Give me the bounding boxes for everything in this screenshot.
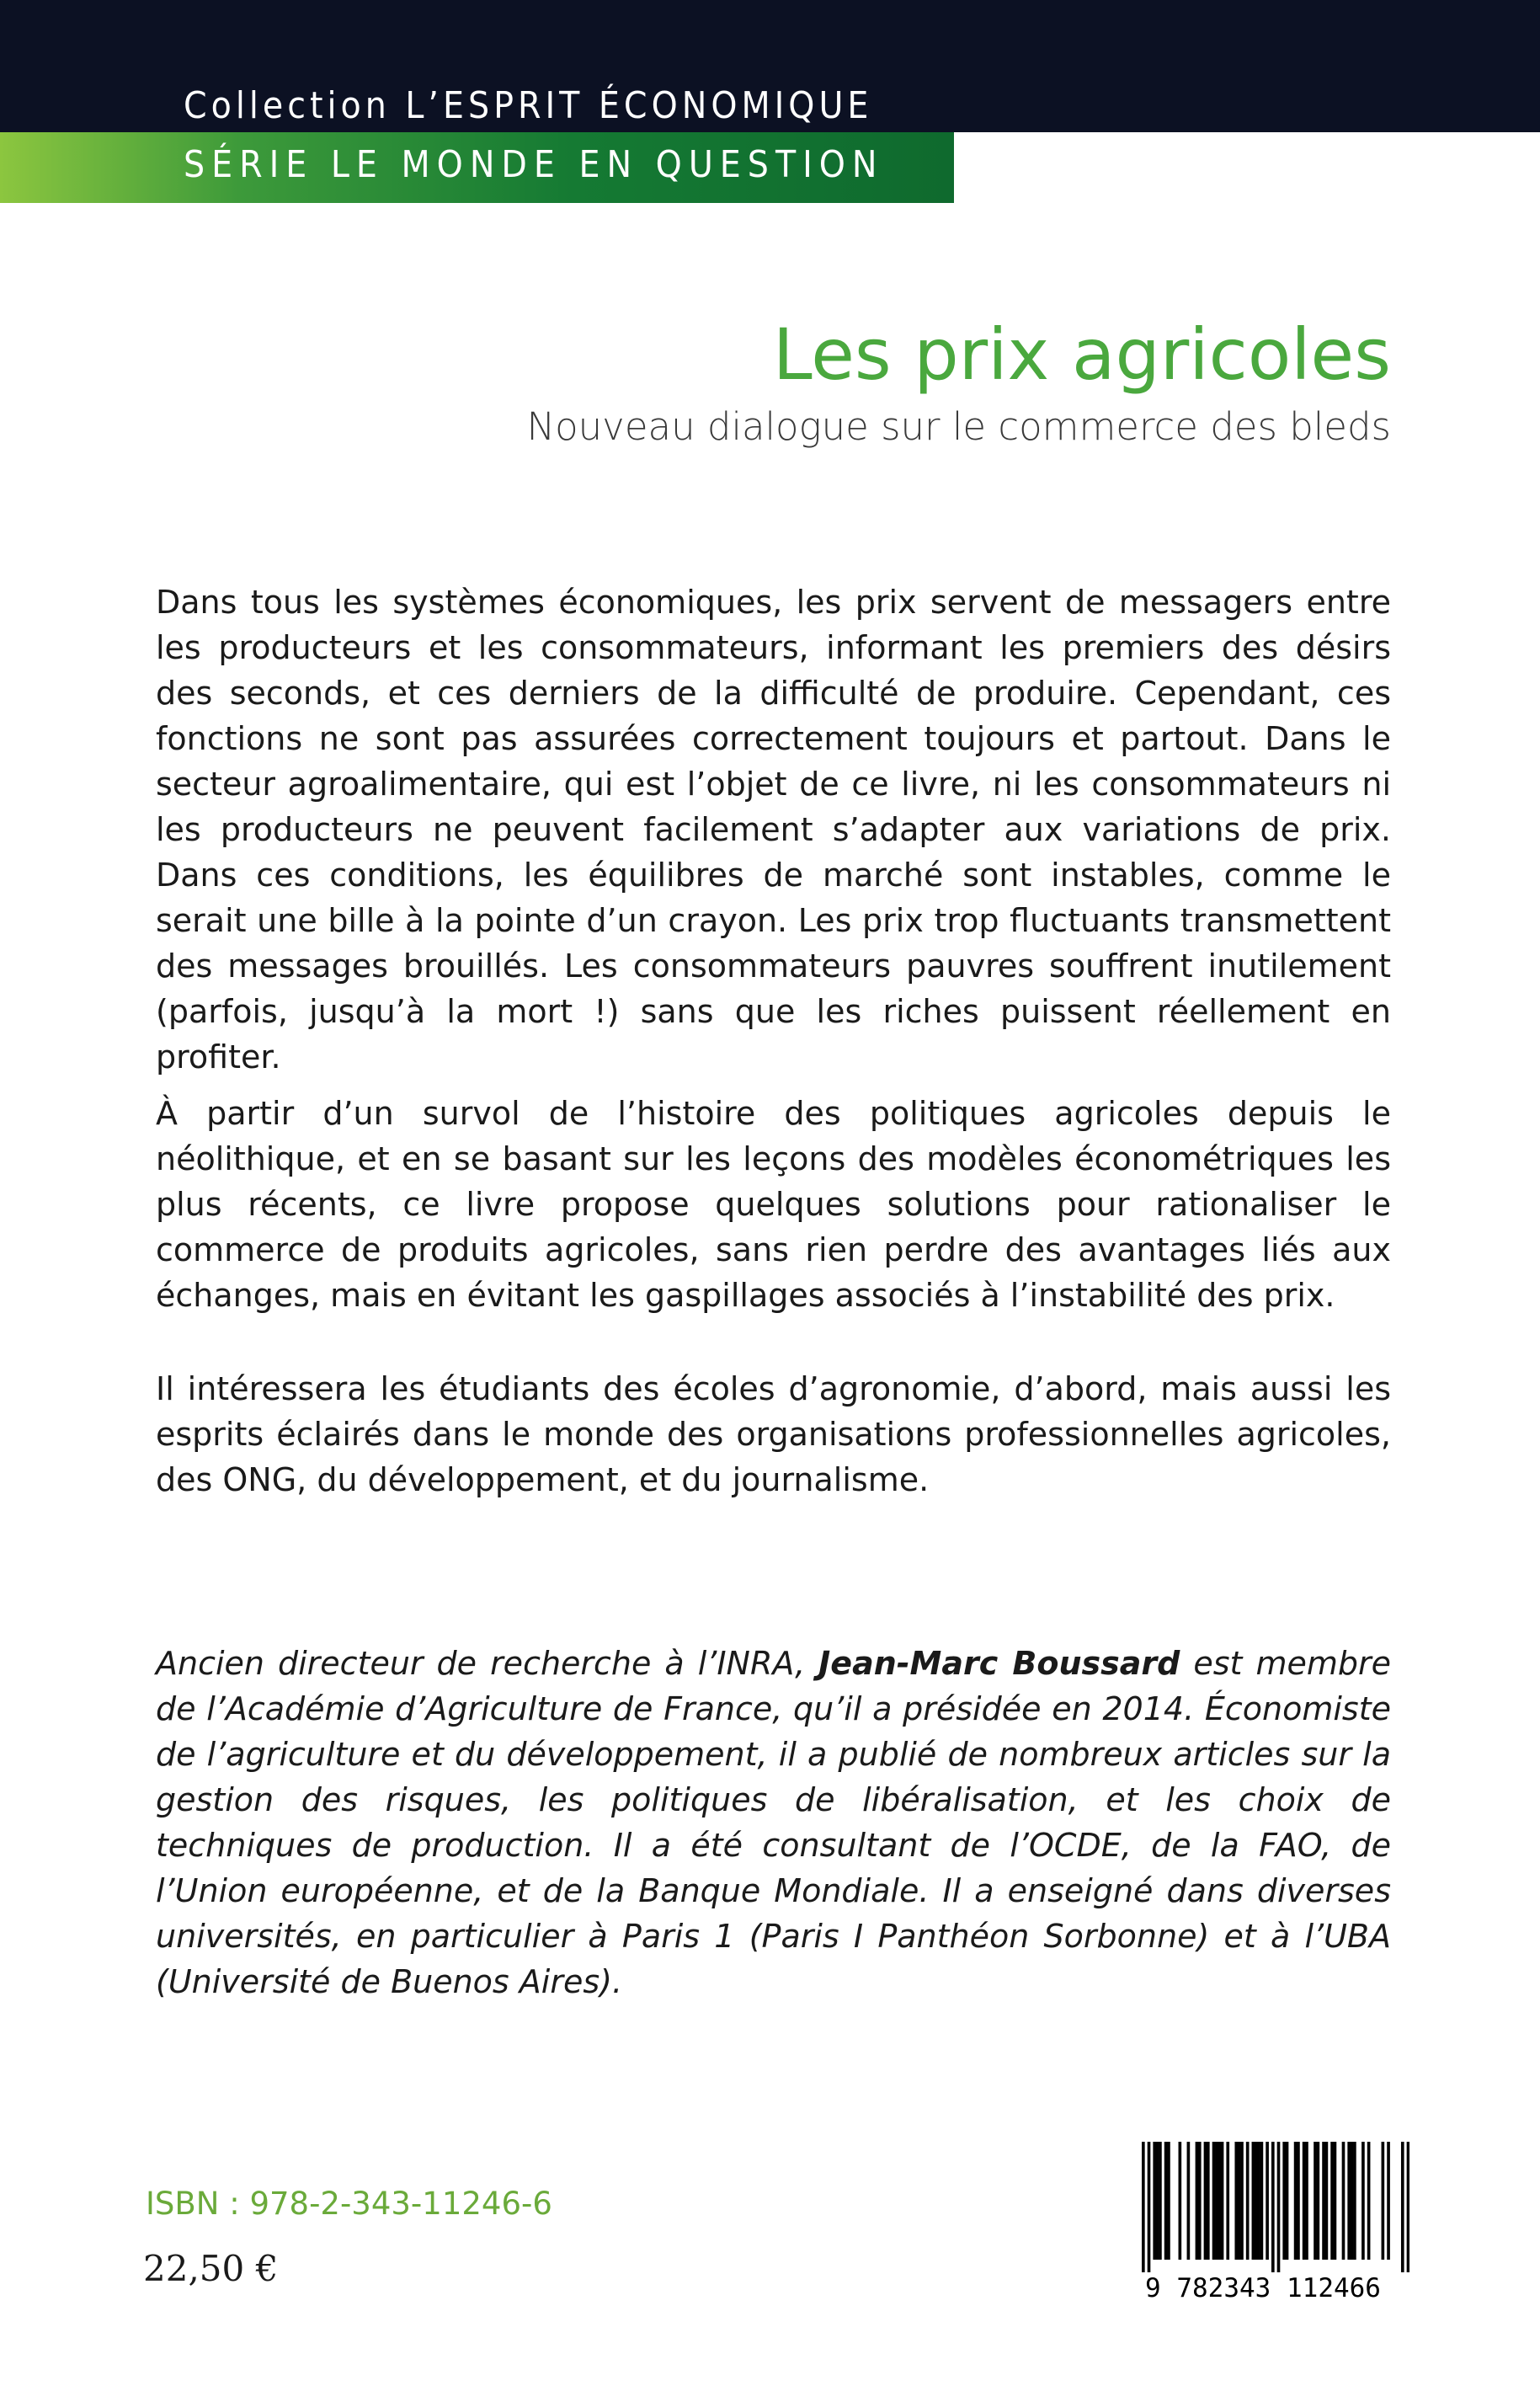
barcode-bar: [1226, 2142, 1229, 2260]
barcode-bar: [1167, 2142, 1170, 2260]
barcode-bar: [1187, 2142, 1191, 2260]
barcode-bar: [1215, 2142, 1218, 2260]
barcode-digits: 9 782343 112466: [1113, 2272, 1413, 2304]
barcode-bar: [1198, 2142, 1202, 2260]
barcode-bar: [1351, 2142, 1354, 2260]
barcode-bar: [1255, 2142, 1258, 2260]
barcode-bar: [1153, 2142, 1156, 2260]
author-bio: [156, 1641, 1391, 2004]
description-paragraph-2: À partir d’un survol de l’histoire des politiques agricoles depuis le néolithique, et en se basant sur les leçons des modèles économétriques les plus récents, ce livre propose quelques solutions pour rationaliser le commerce de produits agricoles, sans rien perdre des avantages liés aux échanges, mais en évitant les gaspillages associés à l’instabilité des prix.: [156, 1095, 1391, 1314]
barcode-bar: [1221, 2142, 1224, 2260]
barcode-bar: [1212, 2142, 1216, 2260]
barcode-bar: [1204, 2142, 1207, 2260]
barcode-bar: [1164, 2142, 1168, 2260]
author-bio-text: est membre de l’Académie d’Agriculture de France, qu’il a présidée en 2014. Économiste de l’agriculture et du développement, il a publié de nombreux articles sur la gestion des risques, les politiques de libéralisation, et les choix de techniques de production. Il a été consultant de l’OCDE, de la FAO, de l’Union européenne, et de la Banque Mondiale. Il a enseigné dans diverses universités, en particulier à Paris 1 (Paris I Panthéon Sorbonne) et à l’UBA (Université de Buenos Aires).: [156, 1645, 1391, 2000]
barcode-bar: [1196, 2142, 1199, 2260]
barcode-bar: [1353, 2142, 1356, 2260]
isbn: ISBN : 978-2-343-11246-6: [146, 2186, 552, 2222]
barcode-bar: [1407, 2142, 1409, 2272]
barcode-bar: [1347, 2142, 1351, 2260]
barcode-bar: [1238, 2142, 1241, 2260]
barcode-bar: [1266, 2142, 1269, 2260]
barcode-bar: [1271, 2142, 1275, 2272]
barcode-bar: [1387, 2142, 1390, 2260]
barcode-bar: [1317, 2142, 1320, 2260]
barcode-bar: [1142, 2142, 1145, 2272]
collection-name: Collection L’ESPRIT ÉCONOMIQUE: [184, 84, 873, 127]
barcode-bar: [1401, 2142, 1404, 2272]
barcode-bar: [1342, 2142, 1346, 2260]
barcode-bar: [1294, 2142, 1298, 2260]
description-paragraph-3: Il intéressera les étudiants des écoles d’agronomie, d’abord, mais aussi les esprits éclairés dans le monde des organisations professionnelles agricoles, des ONG, du développement, et du journalisme.: [156, 1370, 1391, 1498]
barcode-bar: [1282, 2142, 1286, 2260]
barcode-bar: [1314, 2142, 1317, 2260]
book-subtitle: Nouveau dialogue sur le commerce des bleds: [526, 404, 1391, 449]
barcode-bar: [1260, 2142, 1264, 2260]
barcode-bar: [1159, 2142, 1162, 2260]
barcode-bar: [1303, 2142, 1306, 2260]
barcode-bar: [1207, 2142, 1210, 2260]
barcode-bar: [1305, 2142, 1308, 2260]
barcode-bar: [1382, 2142, 1385, 2260]
author-name: Jean-Marc Boussard: [818, 1645, 1180, 1682]
description-paragraph-1: Dans tous les systèmes économiques, les prix servent de messagers entre les producteurs et les consommateurs, informant les premiers des désirs des seconds, et ces derniers de la difficulté de produire. Cependant, ces fonctions ne sont pas assurées correctement toujours et partout. Dans le secteur agroalimentaire, qui est l’objet de ce livre, ni les consommateurs ni les producteurs ne peuvent facilement s’adapter aux variations de prix. Dans ces conditions, les équilibres de marché sont instables, comme le serait une bille à la pointe d’un crayon. Les prix trop fluctuants transmettent des messages brouillés. Les consommateurs pauvres souffrent inutilement (parfois, jusqu’à la mort !) sans que les riches puissent réellement en profiter.: [156, 584, 1391, 1076]
barcode-bar: [1218, 2142, 1221, 2260]
barcode-bar: [1148, 2142, 1151, 2272]
barcode-bars: [1116, 2142, 1409, 2272]
barcode-bar: [1367, 2142, 1371, 2260]
barcode-bar: [1234, 2142, 1238, 2260]
author-bio-intro: Ancien directeur de recherche à l’INRA,: [156, 1645, 819, 1682]
barcode-bar: [1297, 2142, 1300, 2260]
barcode-bar: [1322, 2142, 1325, 2260]
series-name: SÉRIE LE MONDE EN QUESTION: [184, 143, 884, 186]
book-title: Les prix agricoles: [772, 313, 1391, 397]
price: 22,50 €: [143, 2248, 279, 2289]
barcode-bar: [1330, 2142, 1334, 2260]
barcode-bar: [1325, 2142, 1329, 2260]
barcode-bar: [1257, 2142, 1260, 2260]
barcode-bar: [1179, 2142, 1182, 2260]
barcode-bar: [1252, 2142, 1255, 2260]
barcode-bar: [1277, 2142, 1281, 2272]
barcode-bar: [1286, 2142, 1289, 2260]
barcode-bar: [1246, 2142, 1250, 2260]
barcode-bar: [1334, 2142, 1337, 2260]
barcode-bar: [1156, 2142, 1159, 2260]
barcode-bar: [1361, 2142, 1365, 2260]
barcode-bar: [1240, 2142, 1244, 2260]
